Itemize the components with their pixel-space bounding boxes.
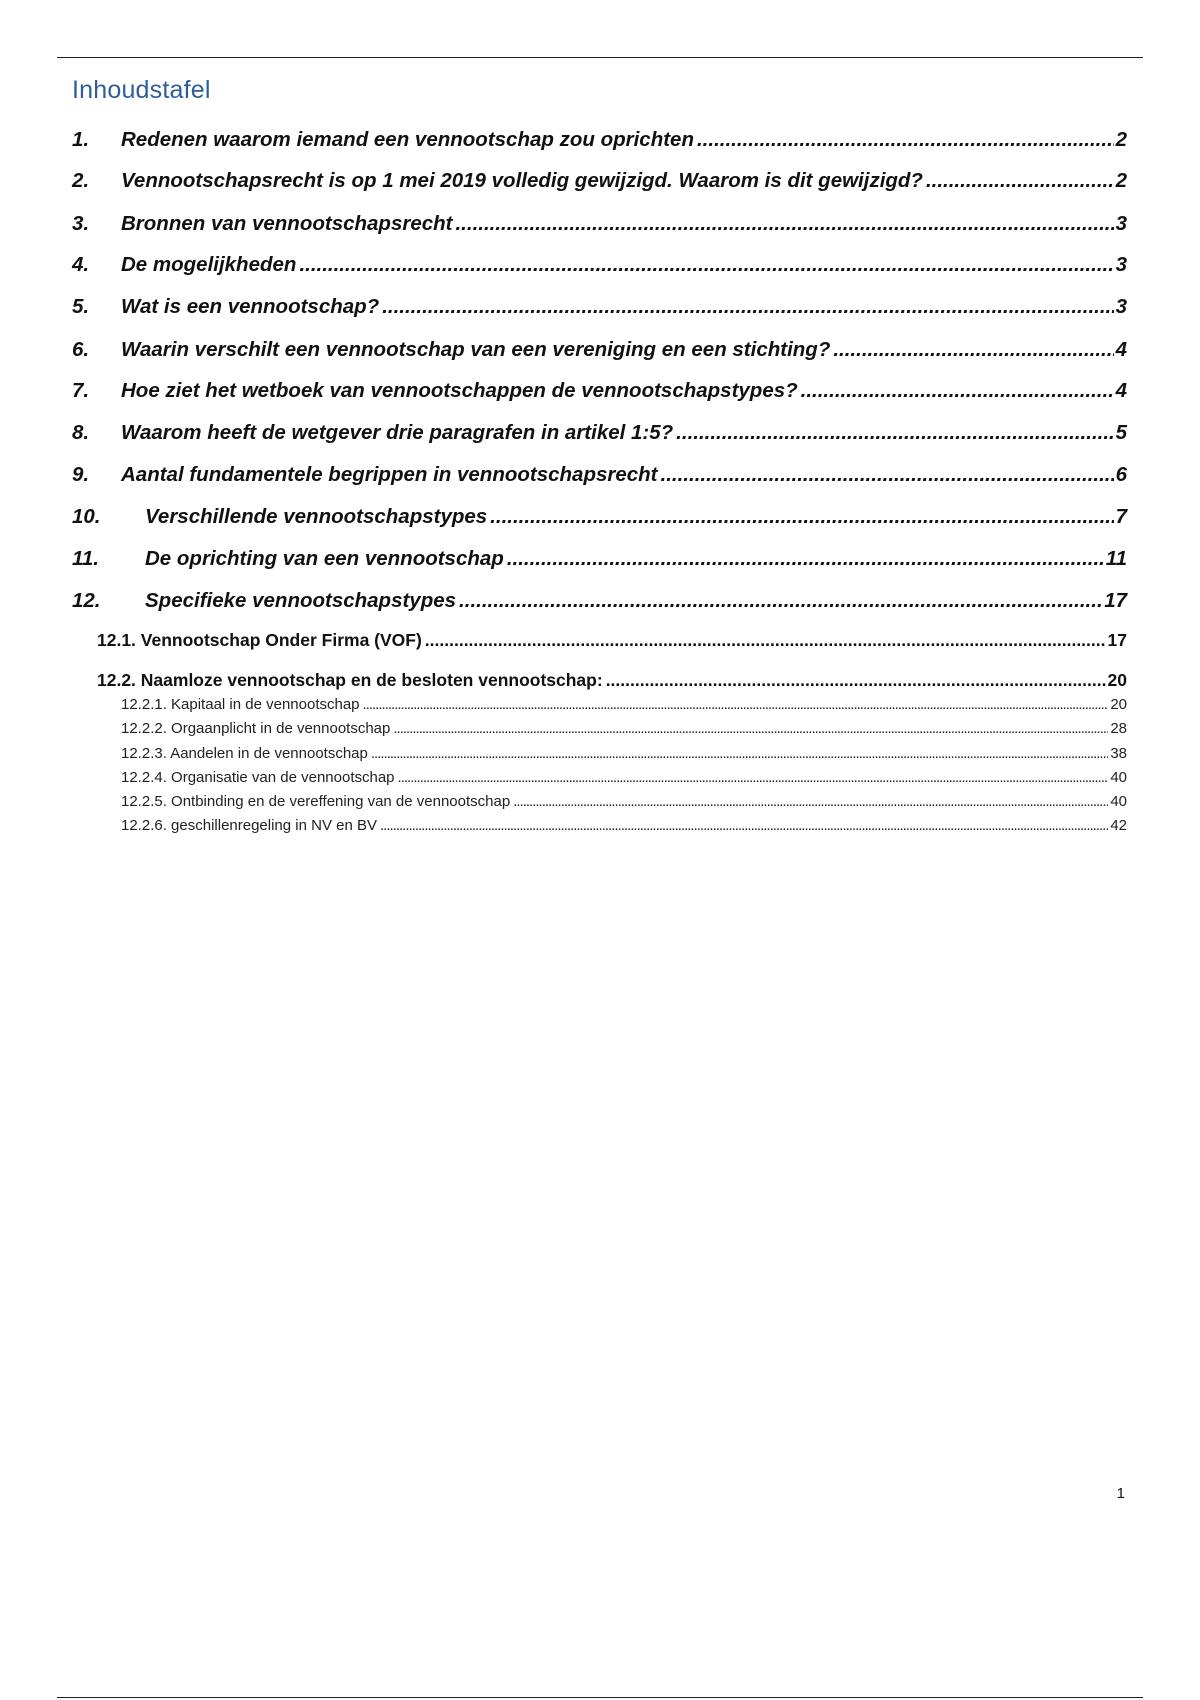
- toc-entry-number: 5.: [72, 295, 90, 318]
- toc-entry-number: 4.: [72, 253, 90, 276]
- header-rule: [57, 57, 1143, 58]
- toc-entry-page: 7: [1115, 505, 1127, 528]
- dot-leader: [606, 670, 1106, 691]
- toc-subentry[interactable]: [97, 630, 1127, 651]
- toc-entry-number: 2.: [72, 169, 90, 192]
- dot-leader: [380, 817, 1108, 834]
- toc-entry-label: Aantal fundamentele begrippen in vennootschapsrecht: [121, 463, 658, 486]
- toc-subsubentry-label: 12.2.2. Orgaanplicht in de vennootschap: [121, 720, 391, 737]
- toc-subsubentry-page: 38: [1110, 745, 1127, 762]
- toc-entry-page: 11: [1105, 547, 1127, 570]
- toc-subsubentry-page: 20: [1110, 696, 1127, 713]
- toc-entry[interactable]: [72, 589, 1127, 613]
- toc-entry-page: 3: [1115, 253, 1127, 276]
- toc-entry[interactable]: [72, 379, 1127, 403]
- dot-leader: [801, 379, 1114, 403]
- dot-leader: [926, 169, 1114, 193]
- toc-entry-page: 5: [1115, 421, 1127, 444]
- toc-entry-number: 12.: [72, 589, 101, 612]
- toc-subsubentry-label: 12.2.5. Ontbinding en de vereffening van de vennootschap: [121, 793, 511, 810]
- dot-leader: [393, 720, 1108, 737]
- dot-leader: [661, 463, 1114, 487]
- toc-subsubentry[interactable]: [121, 745, 1127, 762]
- toc-subsubentry-label: 12.2.6. geschillenregeling in NV en BV: [121, 817, 377, 834]
- page-number: 1: [1116, 1485, 1125, 1502]
- toc-subsubentry[interactable]: [121, 696, 1127, 713]
- toc-subentry[interactable]: [97, 670, 1127, 691]
- dot-leader: [382, 295, 1113, 319]
- toc-entry-number: 1.: [72, 128, 90, 151]
- toc-subsubentry-label: 12.2.3. Aandelen in de vennootschap: [121, 745, 368, 762]
- toc-entry[interactable]: [72, 338, 1127, 362]
- toc-entry[interactable]: [72, 212, 1127, 236]
- dot-leader: [371, 745, 1108, 762]
- toc-subentry-label: 12.2. Naamloze vennootschap en de besloten vennootschap:: [97, 670, 603, 690]
- toc-subsubentry-label: 12.2.4. Organisatie van de vennootschap: [121, 769, 395, 786]
- toc-entry-number: 11.: [72, 547, 99, 570]
- toc-subsubentry[interactable]: [121, 720, 1127, 737]
- dot-leader: [425, 630, 1106, 651]
- toc-entry-page: 4: [1115, 338, 1127, 361]
- toc-entry-label: Redenen waarom iemand een vennootschap zou oprichten: [121, 128, 694, 151]
- toc-entry[interactable]: [72, 253, 1127, 277]
- dot-leader: [697, 128, 1114, 152]
- toc-entry[interactable]: [72, 547, 1127, 571]
- toc-subsubentry-label: 12.2.1. Kapitaal in de vennootschap: [121, 696, 360, 713]
- toc-entry-label: De mogelijkheden: [121, 253, 297, 276]
- toc-entry-page: 2: [1115, 128, 1127, 151]
- toc-entry-number: 7.: [72, 379, 90, 402]
- dot-leader: [513, 793, 1108, 810]
- toc-entry-page: 3: [1115, 212, 1127, 235]
- dot-leader: [459, 589, 1102, 613]
- toc-entry-number: 10.: [72, 505, 101, 528]
- toc-entry-label: Verschillende vennootschapstypes: [145, 505, 488, 528]
- toc-entry-label: Bronnen van vennootschapsrecht: [121, 212, 453, 235]
- toc-subentry-page: 20: [1107, 670, 1127, 690]
- toc-entry[interactable]: [72, 505, 1127, 529]
- toc-entry-page: 3: [1115, 295, 1127, 318]
- toc-subsubentry[interactable]: [121, 769, 1127, 786]
- toc-entry-page: 4: [1115, 379, 1127, 402]
- toc-entry[interactable]: [72, 169, 1127, 193]
- toc-entry-label: Specifieke vennootschapstypes: [145, 589, 457, 612]
- toc-entry[interactable]: [72, 295, 1127, 319]
- toc-entry-label: Wat is een vennootschap?: [121, 295, 380, 318]
- toc-entry-number: 3.: [72, 212, 90, 235]
- dot-leader: [299, 253, 1113, 277]
- toc-entry[interactable]: [72, 421, 1127, 445]
- toc-entry[interactable]: [72, 128, 1127, 152]
- dot-leader: [833, 338, 1113, 362]
- dot-leader: [490, 505, 1113, 529]
- toc-entry-label: De oprichting van een vennootschap: [145, 547, 504, 570]
- toc-subsubentry-page: 40: [1110, 769, 1127, 786]
- toc-subentry-page: 17: [1107, 630, 1127, 650]
- toc-entry-label: Waarin verschilt een vennootschap van een vereniging en een stichting?: [121, 338, 831, 361]
- toc-entry-page: 2: [1115, 169, 1127, 192]
- toc-entry-number: 9.: [72, 463, 90, 486]
- toc-entry-page: 17: [1104, 589, 1127, 612]
- toc-title: Inhoudstafel: [72, 76, 211, 104]
- toc-entry-label: Hoe ziet het wetboek van vennootschappen de vennootschapstypes?: [121, 379, 798, 402]
- toc-entry-label: Waarom heeft de wetgever drie paragrafen in artikel 1:5?: [121, 421, 674, 444]
- toc-entry[interactable]: [72, 463, 1127, 487]
- toc-entry-label: Vennootschapsrecht is op 1 mei 2019 volledig gewijzigd. Waarom is dit gewijzigd?: [121, 169, 923, 192]
- toc-subsubentry-page: 28: [1110, 720, 1127, 737]
- dot-leader: [398, 769, 1109, 786]
- toc-subsubentry-page: 42: [1110, 817, 1127, 834]
- toc-entry-number: 8.: [72, 421, 90, 444]
- toc-entry-page: 6: [1115, 463, 1127, 486]
- dot-leader: [507, 547, 1104, 571]
- footer-rule: [57, 1697, 1143, 1698]
- dot-leader: [455, 212, 1113, 236]
- toc-subsubentry[interactable]: [121, 817, 1127, 834]
- dot-leader: [363, 696, 1109, 713]
- toc-entry-number: 6.: [72, 338, 90, 361]
- toc-subsubentry-page: 40: [1110, 793, 1127, 810]
- dot-leader: [676, 421, 1113, 445]
- toc-subentry-label: 12.1. Vennootschap Onder Firma (VOF): [97, 630, 422, 650]
- toc-subsubentry[interactable]: [121, 793, 1127, 810]
